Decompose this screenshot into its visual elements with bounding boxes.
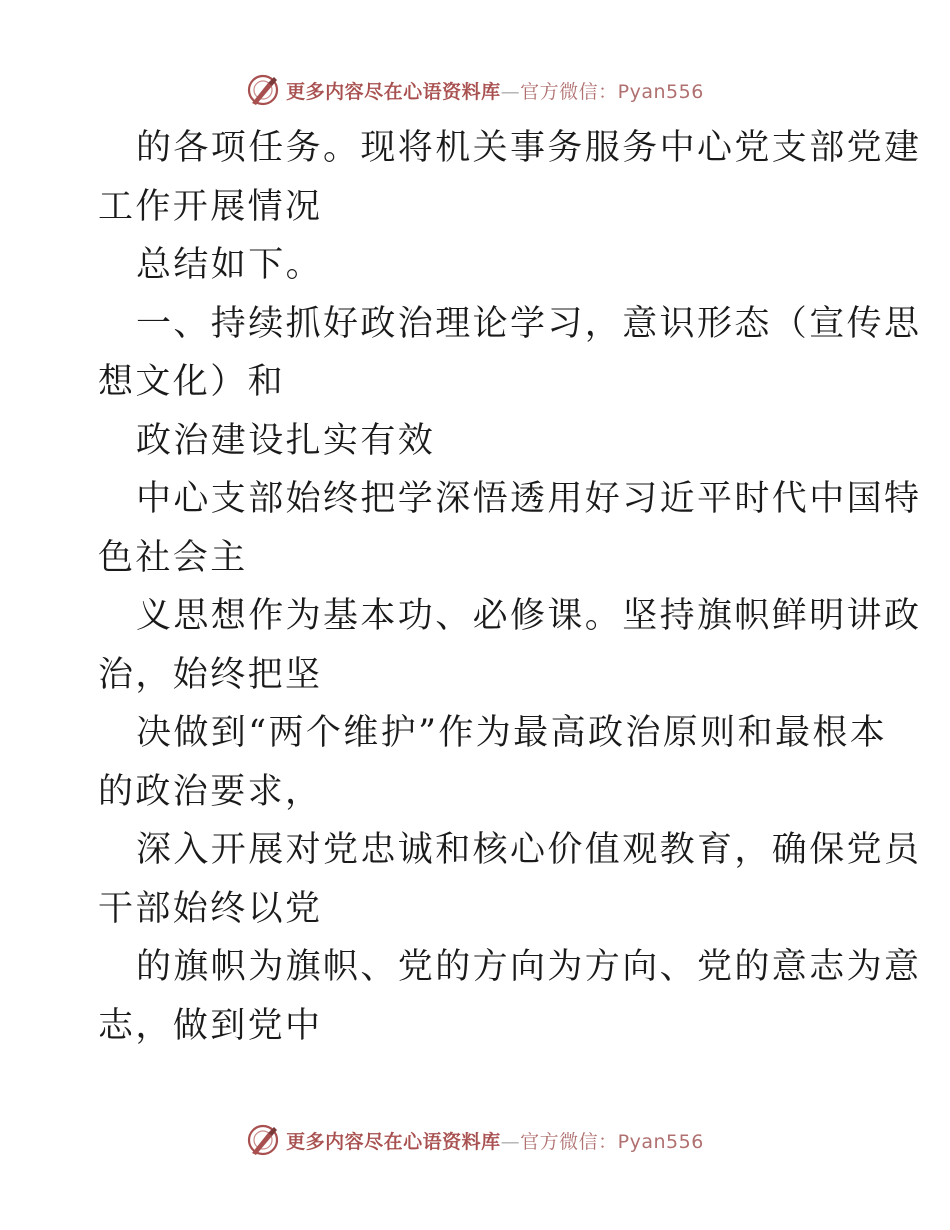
header-banner: [0, 70, 950, 110]
section-heading-line: 一、持续抓好政治理论学习，意识形态（宣传思: [136, 303, 922, 344]
body-line: 工作开展情况: [98, 186, 323, 227]
body-line: 深入开展对党忠诚和核心价值观教育，确保党员: [136, 830, 922, 870]
header-contact: 官方微信：Pyan556: [520, 80, 704, 103]
body-line: 义思想作为基本功、必修课。坚持旗帜鲜明讲政: [136, 596, 922, 636]
body-line: 志，做到党中: [98, 1005, 323, 1046]
header-separator: —: [500, 80, 521, 103]
body-line: 决做到“两个维护”作为最高政治原则和最根本: [136, 713, 888, 753]
body-line: 中心支部始终把学深悟透用好习近平时代中国特: [136, 479, 922, 519]
pen-logo-icon: [246, 73, 280, 107]
body-line: 色社会主: [98, 537, 248, 578]
body-line: 的政治要求，: [98, 771, 323, 812]
footer-banner: [0, 1120, 950, 1160]
pen-logo-icon: [246, 1123, 280, 1157]
body-line: 总结如下。: [136, 245, 324, 285]
section-heading-line: 想文化）和: [98, 362, 286, 402]
section-heading-line: 政治建设扎实有效: [136, 420, 436, 461]
footer-brand: 更多内容尽在心语资料库: [286, 1130, 501, 1153]
body-line: 的各项任务。现将机关事务服务中心党支部党建: [136, 128, 922, 168]
footer-contact: 官方微信：Pyan556: [520, 1130, 704, 1153]
footer-separator: —: [500, 1130, 521, 1153]
footer-banner-text: [286, 1127, 704, 1154]
body-line: 的旗帜为旗帜、党的方向为方向、党的意志为意: [136, 947, 922, 987]
document-body: [98, 119, 922, 1055]
body-line: 治，始终把坚: [98, 654, 323, 695]
header-brand: 更多内容尽在心语资料库: [286, 80, 501, 103]
header-banner-text: [286, 77, 704, 104]
body-line: 干部始终以党: [98, 888, 323, 929]
